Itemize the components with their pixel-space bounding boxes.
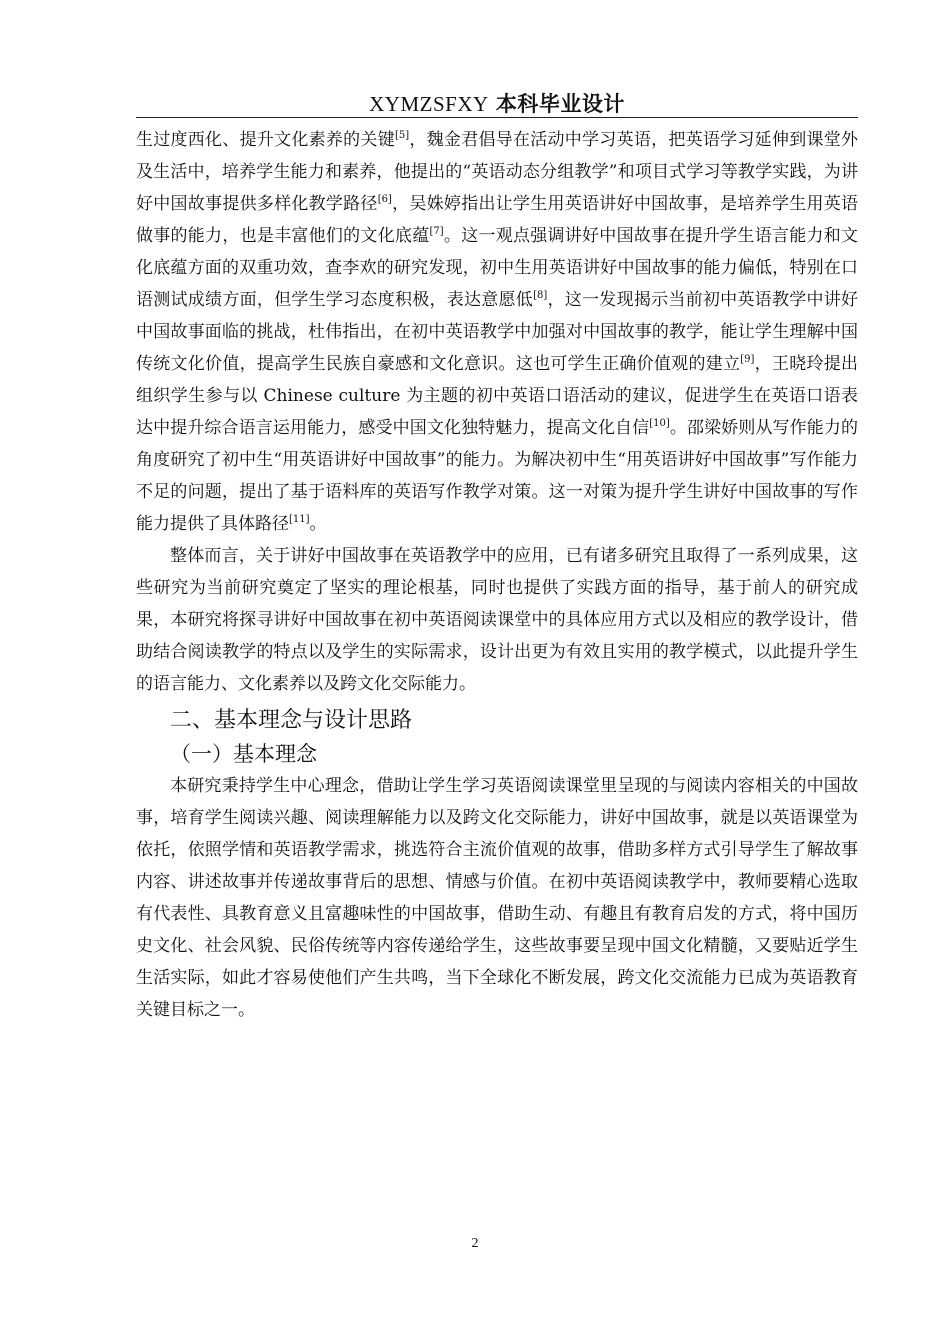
citation-10: [10] — [649, 418, 670, 429]
citation-9: [9] — [740, 354, 755, 365]
text-run: ，吴姝婷指出让学生用英语讲好中国故事，是培养学生用英语做事的能力，也是丰富他们的文化底蕴 — [136, 194, 859, 246]
text-run: ，王晓玲提出组织学生参与以 Chinese culture 为主题的初中英语口语活动的建议，促进学生在英语口语表达中提升综合语言运用能力，感受中国文化独特魅力，提高文化自信 — [136, 354, 859, 438]
paragraph-basic-concept: 本研究秉持学生中心理念，借助让学生学习英语阅读课堂里呈现的与阅读内容相关的中国故事，培育学生阅读兴趣、阅读理解能力以及跨文化交际能力，讲好中国故事，就是以英语课堂为依托，依照学情和英语教学需求，挑选符合主流价值观的故事，借助多样方式引导学生了解故事内容、讲述故事并传递故事背后的思想、情感与价值。在初中英语阅读教学中，教师要精心选取有代表性、具教育意义且富趣味性的中国故事，借助生动、有趣且有教育启发的方式，将中国历史文化、社会风貌、民俗传统等内容传递给学生，这些故事要呈现中国文化精髓，又要贴近学生生活实际，如此才容易使他们产生共鸣，当下全球化不断发展，跨文化交流能力已成为英语教育关键目标之一。 — [136, 776, 858, 1020]
page-header — [136, 88, 858, 118]
paragraph-literature-review — [136, 124, 858, 540]
text-run: 。这一观点强调讲好中国故事在提升学生语言能力和文化底蕴方面的双重功效，查李欢的研究发现，初中生用英语讲好中国故事的能力偏低，特别在口语测试成绩方面，但学生学习态度积极，表达意愿低 — [136, 226, 859, 310]
text-run: 。 — [309, 514, 327, 534]
paragraph-summary: 整体而言，关于讲好中国故事在英语教学中的应用，已有诸多研究且取得了一系列成果，这些研究为当前研究奠定了坚实的理论根基，同时也提供了实践方面的指导，基于前人的研究成果，本研究将探寻讲好中国故事在初中英语阅读课堂中的具体应用方式以及相应的教学设计，借助结合阅读教学的特点以及学生的实际需求，设计出更为有效且实用的教学模式，以此提升学生的语言能力、文化素养以及跨文化交际能力。 — [136, 546, 858, 694]
text-run: 生过度西化、提升文化素养的关键 — [136, 130, 395, 150]
page-number: 2 — [471, 1236, 479, 1251]
citation-8: [8] — [533, 290, 548, 301]
citation-5: [5] — [394, 130, 410, 141]
section-heading: 二、基本理念与设计思路 — [170, 708, 413, 733]
citation-11: [11] — [289, 514, 310, 525]
subsection-heading: （一）基本理念 — [170, 742, 317, 766]
document-body — [136, 124, 858, 1026]
header-rule — [136, 117, 858, 118]
text-run: ，魏金君倡导在活动中学习英语，把英语学习延伸到课堂外及生活中，培养学生能力和素养，他提出的“英语动态分组教学”和项目式学习等教学实践，为讲好中国故事提供多样化教学路径 — [136, 130, 859, 214]
header-code: XYMZSFXY — [369, 92, 489, 116]
citation-6: [6] — [377, 194, 392, 205]
text-run: 。邵梁娇则从写作能力的角度研究了初中生“用英语讲好中国故事”的能力。为解决初中生“用英语讲好中国故事”写作能力不足的问题，提出了基于语料库的英语写作教学对策。这一对策为提升学生讲好中国故事的写作能力提供了具体路径 — [136, 418, 859, 534]
header-title: 本科毕业设计 — [495, 92, 625, 116]
citation-7: [7] — [429, 226, 444, 237]
text-run: ，这一发现揭示当前初中英语教学中讲好中国故事面临的挑战，杜伟指出，在初中英语教学中加强对中国故事的教学，能让学生理解中国传统文化价值，提高学生民族自豪感和文化意识。这也可学生正确价值观的建立 — [136, 290, 859, 374]
